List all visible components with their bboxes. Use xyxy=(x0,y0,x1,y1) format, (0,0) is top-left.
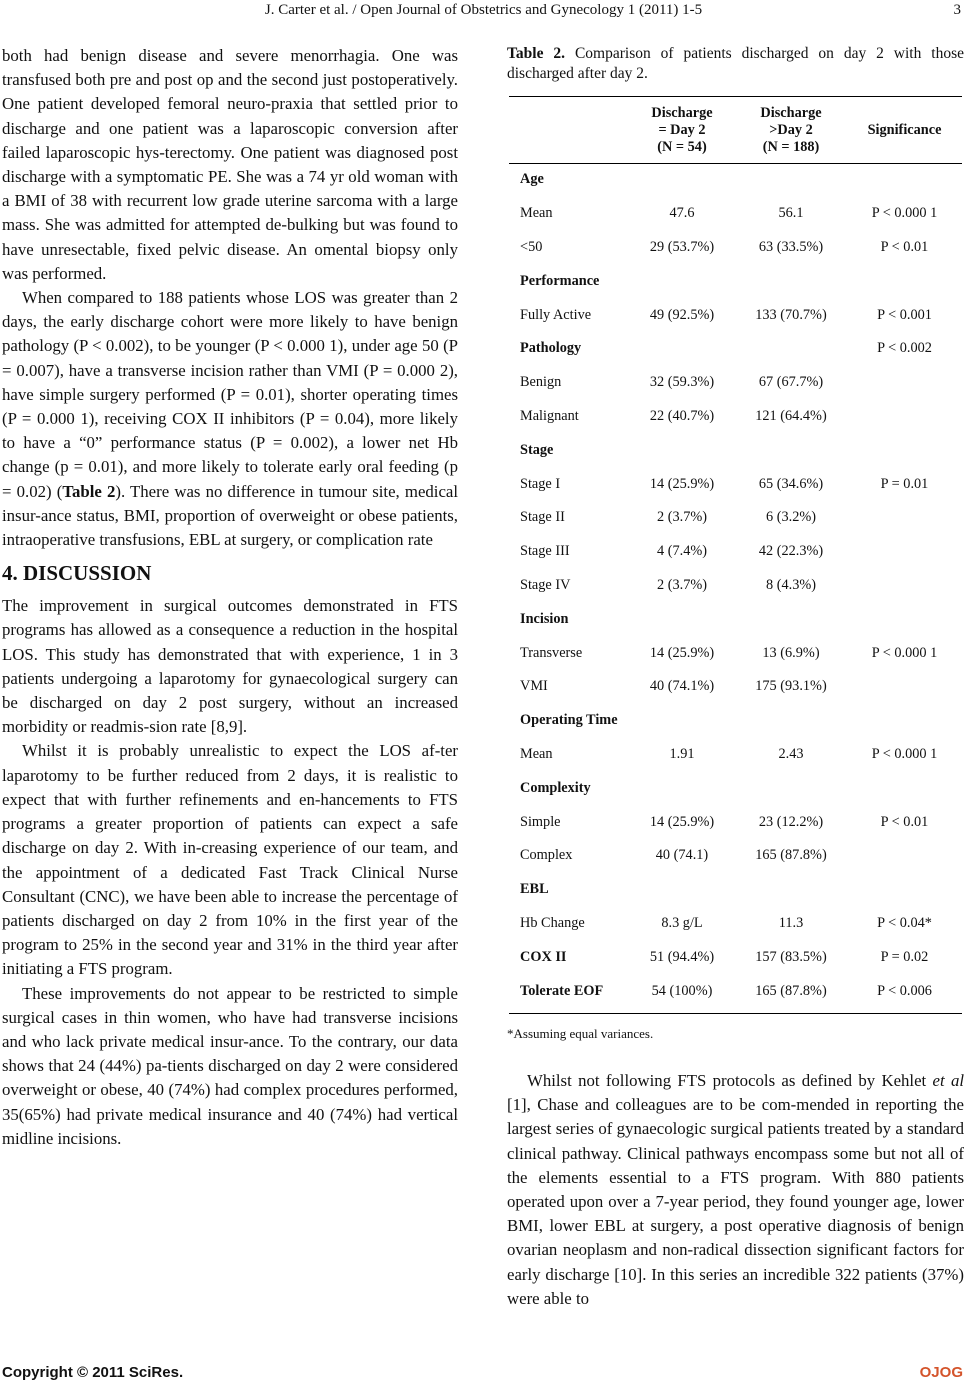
row-label: Stage II xyxy=(520,509,565,526)
row-label: Transverse xyxy=(520,644,583,661)
comparison-table xyxy=(509,97,962,1008)
header-discharge-day2-line3: (N = 54) xyxy=(657,138,707,155)
cell-day2: 47.6 xyxy=(669,205,695,222)
cell-after-day2: 2.43 xyxy=(778,745,804,762)
header-discharge-day2-line1: Discharge xyxy=(651,104,713,121)
cell-day2 xyxy=(629,433,735,467)
cell-significance xyxy=(847,163,962,197)
cell-significance xyxy=(847,839,962,873)
cell-day2 xyxy=(629,704,735,738)
cell-day2: 54 (100%) xyxy=(651,982,713,999)
table-row xyxy=(509,974,962,1008)
header-discharge-after-day2-line1: Discharge xyxy=(760,104,822,121)
paragraph-1: both had benign disease and severe menorrhagia. One was transfused both pre and post op and the second just postoperatively. One patient developed femoral neuro-praxia that settled prior to discharge and one patient was a laparoscopic conversion after failed laparoscopic hys-terectomy. One patient was diagnosed post discharge with a symptomatic PE. She was a 74 yr old woman with a BMI of 38 with recurrent low grade uterine sarcoma with a large mass. She was admitted for attempted de-bulking but was found to have unresectable, fixed pelvic disease. An omental biopsy only was performed. xyxy=(2,46,458,283)
row-label: Complex xyxy=(520,847,573,864)
cell-after-day2: 23 (12.2%) xyxy=(758,813,824,830)
cell-significance: P < 0.002 xyxy=(877,340,932,357)
cell-day2: 51 (94.4%) xyxy=(649,948,715,965)
cell-after-day2 xyxy=(735,264,847,298)
header-discharge-after-day2-line2: >Day 2 xyxy=(769,121,813,138)
cell-after-day2 xyxy=(735,873,847,907)
cell-day2 xyxy=(629,163,735,197)
row-label: Tolerate EOF xyxy=(520,982,604,999)
table-header-row xyxy=(509,97,962,163)
running-header xyxy=(0,2,967,22)
table-row xyxy=(509,400,962,434)
cell-significance: P < 0.000 1 xyxy=(871,644,938,661)
header-discharge-after-day2 xyxy=(735,97,847,163)
header-discharge-day2 xyxy=(629,97,735,163)
row-label: Performance xyxy=(520,272,600,289)
table-row xyxy=(509,231,962,265)
cell-significance xyxy=(847,569,962,603)
header-discharge-after-day2-line3: (N = 188) xyxy=(762,138,820,155)
running-title: J. Carter et al. / Open Journal of Obstetrics and Gynecology 1 (2011) 1-5 xyxy=(264,2,703,18)
cell-after-day2 xyxy=(735,602,847,636)
cell-significance xyxy=(847,535,962,569)
table-caption-text: Comparison of patients discharged on day 2 with those discharged after day 2. xyxy=(507,45,964,82)
table-row xyxy=(509,907,962,941)
cell-after-day2: 8 (4.3%) xyxy=(765,576,817,593)
cell-significance xyxy=(847,670,962,704)
table-caption xyxy=(507,44,964,84)
cell-after-day2: 133 (70.7%) xyxy=(755,306,827,323)
table-bottom-rule xyxy=(509,1013,962,1014)
cell-after-day2: 165 (87.8%) xyxy=(755,982,827,999)
cell-after-day2: 63 (33.5%) xyxy=(758,238,824,255)
cell-day2: 14 (25.9%) xyxy=(649,813,715,830)
cell-day2: 40 (74.1) xyxy=(655,847,709,864)
row-label: Incision xyxy=(520,610,569,627)
cell-after-day2 xyxy=(735,771,847,805)
cell-after-day2 xyxy=(735,433,847,467)
table-row xyxy=(509,197,962,231)
header-discharge-day2-line2: = Day 2 xyxy=(658,121,706,138)
cell-significance xyxy=(847,704,962,738)
cell-significance: P < 0.006 xyxy=(877,982,932,999)
row-label: Malignant xyxy=(520,407,579,424)
cell-significance: P = 0.01 xyxy=(880,475,929,492)
cell-after-day2: 67 (67.7%) xyxy=(758,374,824,391)
table-row xyxy=(509,433,962,467)
table-row xyxy=(509,264,962,298)
row-label: COX II xyxy=(520,948,567,965)
cell-significance xyxy=(847,433,962,467)
row-label: Complexity xyxy=(520,779,591,796)
row-label: Pathology xyxy=(520,340,582,357)
cell-after-day2: 13 (6.9%) xyxy=(762,644,820,661)
copyright-notice: Copyright © 2011 SciRes. xyxy=(2,1364,184,1381)
cell-day2: 22 (40.7%) xyxy=(649,407,715,424)
table-row xyxy=(509,738,962,772)
row-label: Benign xyxy=(520,374,562,391)
table-2-reference-link[interactable]: Table 2 xyxy=(62,481,116,501)
cell-significance: P < 0.01 xyxy=(880,238,929,255)
cell-significance xyxy=(847,873,962,907)
cell-significance xyxy=(847,602,962,636)
paragraph-2 xyxy=(2,286,458,552)
section-heading-discussion: 4. DISCUSSION xyxy=(2,561,152,586)
table-row xyxy=(509,602,962,636)
row-label: Operating Time xyxy=(520,712,618,729)
cell-after-day2: 42 (22.3%) xyxy=(758,543,824,560)
table-row xyxy=(509,873,962,907)
table-row xyxy=(509,163,962,197)
row-label: Simple xyxy=(520,813,561,830)
table-row xyxy=(509,366,962,400)
cell-day2 xyxy=(629,602,735,636)
cell-after-day2: 121 (64.4%) xyxy=(755,407,827,424)
cell-after-day2: 56.1 xyxy=(778,205,804,222)
table-footnote: *Assuming equal variances. xyxy=(507,1026,654,1041)
cell-after-day2: 165 (87.8%) xyxy=(755,847,827,864)
cell-day2 xyxy=(629,771,735,805)
table-row xyxy=(509,805,962,839)
table-row xyxy=(509,771,962,805)
table-row xyxy=(509,636,962,670)
left-column xyxy=(2,44,458,1151)
table-row xyxy=(509,332,962,366)
cell-significance xyxy=(847,264,962,298)
table-row xyxy=(509,940,962,974)
page-footer xyxy=(0,1364,967,1384)
header-empty xyxy=(509,97,629,163)
row-label: Stage III xyxy=(520,543,570,560)
table-row xyxy=(509,467,962,501)
cell-significance: P < 0.04* xyxy=(877,914,932,931)
cell-after-day2: 6 (3.2%) xyxy=(765,509,817,526)
cell-day2: 29 (53.7%) xyxy=(649,238,715,255)
right-column xyxy=(507,1069,964,1311)
cell-day2: 14 (25.9%) xyxy=(649,475,715,492)
table-row xyxy=(509,704,962,738)
paragraph-3: The improvement in surgical outcomes demonstrated in FTS programs has allowed as a consequence a reduction in the hospital LOS. This study has demonstrated that with experience, 1 in 3 patients undergoing a laparotomy for gynaecological surgery can be discharged on day 2 post surgery, without an increased morbidity or readmis-sion rate [8,9]. xyxy=(2,596,458,737)
cell-after-day2: 65 (34.6%) xyxy=(758,475,824,492)
right-paragraph-1-text-b: [1], Chase and colleagues are to be com-mended in reporting the largest series of gynaecologic surgical patients treated by a standard clinical pathway. Clinical pathways encompass some but not all of the elements essential to a FTS program. With 880 patients operated upon over a 7-year period, they found younger age, lower BMI, lower EBL at surgery, a post operative diagnosis of benign ovarian neoplasm and non-radical dissection significant factors for early discharge [10]. In this series an incredible 322 patients (37%) were able to xyxy=(507,1095,964,1308)
cell-day2 xyxy=(629,332,735,366)
cell-significance xyxy=(847,400,962,434)
page-number: 3 xyxy=(953,2,961,18)
cell-day2: 49 (92.5%) xyxy=(649,306,715,323)
row-label: Hb Change xyxy=(520,914,585,931)
cell-day2 xyxy=(629,264,735,298)
right-paragraph-1-italic: et al xyxy=(932,1071,964,1090)
right-paragraph-1-text-a: Whilst not following FTS protocols as defined by Kehlet xyxy=(527,1071,933,1090)
cell-day2: 2 (3.7%) xyxy=(656,576,708,593)
cell-after-day2 xyxy=(735,704,847,738)
row-label: Mean xyxy=(520,745,553,762)
cell-after-day2 xyxy=(735,332,847,366)
cell-after-day2: 11.3 xyxy=(778,914,804,931)
table-row xyxy=(509,501,962,535)
cell-significance xyxy=(847,771,962,805)
journal-abbreviation: OJOG xyxy=(919,1364,963,1381)
row-label: Stage xyxy=(520,441,554,458)
paragraph-2-text-a: When compared to 188 patients whose LOS was greater than 2 days, the early discharge cohort were more likely to have benign pathology (P < 0.002), to be younger (P < 0.000 1), under age 50 (P = 0.007), have a transverse incision rather than VMI (P = 0.000 2), have simple surgery performed (P = 0.01), shorter operating times (P = 0.000 1), receiving COX II inhibitors (P = 0.04), more likely to have a “0” performance status (P = 0.002), a lower net Hb change (p = 0.01), and more likely to tolerate early oral feeding (p = 0.02) ( xyxy=(2,288,458,501)
paragraph-5: These improvements do not appear to be restricted to simple surgical cases in thin women, who have had transverse incisions and who lack private medical insur-ance. To the contrary, our data shows that 24 (44%) pa-tients discharged on day 2 were considered overweight or obese, 40 (74%) had complex procedures performed, 35(65%) had private medical insurance and 40 (74%) had vertical midline incisions. xyxy=(2,983,458,1148)
row-label: <50 xyxy=(520,238,543,255)
row-label: EBL xyxy=(520,881,549,898)
row-label: Age xyxy=(520,171,544,188)
table-body xyxy=(509,163,962,1008)
row-label: Fully Active xyxy=(520,306,592,323)
cell-after-day2: 157 (83.5%) xyxy=(755,948,827,965)
cell-day2: 4 (7.4%) xyxy=(656,543,708,560)
table-row xyxy=(509,670,962,704)
cell-day2 xyxy=(629,873,735,907)
row-label: VMI xyxy=(520,678,548,695)
table-row xyxy=(509,839,962,873)
row-label: Mean xyxy=(520,205,553,222)
cell-significance xyxy=(847,366,962,400)
cell-day2: 2 (3.7%) xyxy=(656,509,708,526)
cell-significance: P < 0.001 xyxy=(877,306,932,323)
cell-significance: P < 0.000 1 xyxy=(871,205,938,222)
row-label: Stage IV xyxy=(520,576,571,593)
table-caption-label: Table 2. xyxy=(507,45,566,62)
cell-day2: 32 (59.3%) xyxy=(649,374,715,391)
paragraph-2-text-b: ). There was no difference in tumour site, medical insur-ance status, BMI, proportion of overweight or obese patients, intraoperative transfusions, EBL at surgery, or complication rate xyxy=(2,481,459,550)
header-significance: Significance xyxy=(867,121,942,138)
cell-day2: 1.91 xyxy=(669,745,695,762)
right-paragraph-1 xyxy=(507,1069,964,1311)
cell-significance: P < 0.01 xyxy=(880,813,929,830)
cell-significance: P < 0.000 1 xyxy=(871,745,938,762)
cell-after-day2: 175 (93.1%) xyxy=(755,678,827,695)
row-label: Stage I xyxy=(520,475,561,492)
cell-day2: 8.3 g/L xyxy=(661,914,703,931)
cell-significance: P = 0.02 xyxy=(880,948,929,965)
cell-significance xyxy=(847,501,962,535)
cell-day2: 40 (74.1%) xyxy=(649,678,715,695)
cell-after-day2 xyxy=(735,163,847,197)
cell-day2: 14 (25.9%) xyxy=(649,644,715,661)
table-row xyxy=(509,535,962,569)
table-row xyxy=(509,569,962,603)
paragraph-4: Whilst it is probably unrealistic to expect the LOS af-ter laparotomy to be further reduced from 2 days, it is realistic to expect that with further refinements and en-hancements to FTS programs a greater proportion of patients can expect a safe discharge on day 2. With in-creasing experience of our team, and the appointment of a dedicated Fast Track Clinical Nurse Consultant (CNC), we have been able to increase the percentage of patients discharged on day 2 from 10% in the first year of the program to 25% in the second year and 31% in the third year after initiating a FTS program. xyxy=(2,741,458,979)
table-row xyxy=(509,298,962,332)
